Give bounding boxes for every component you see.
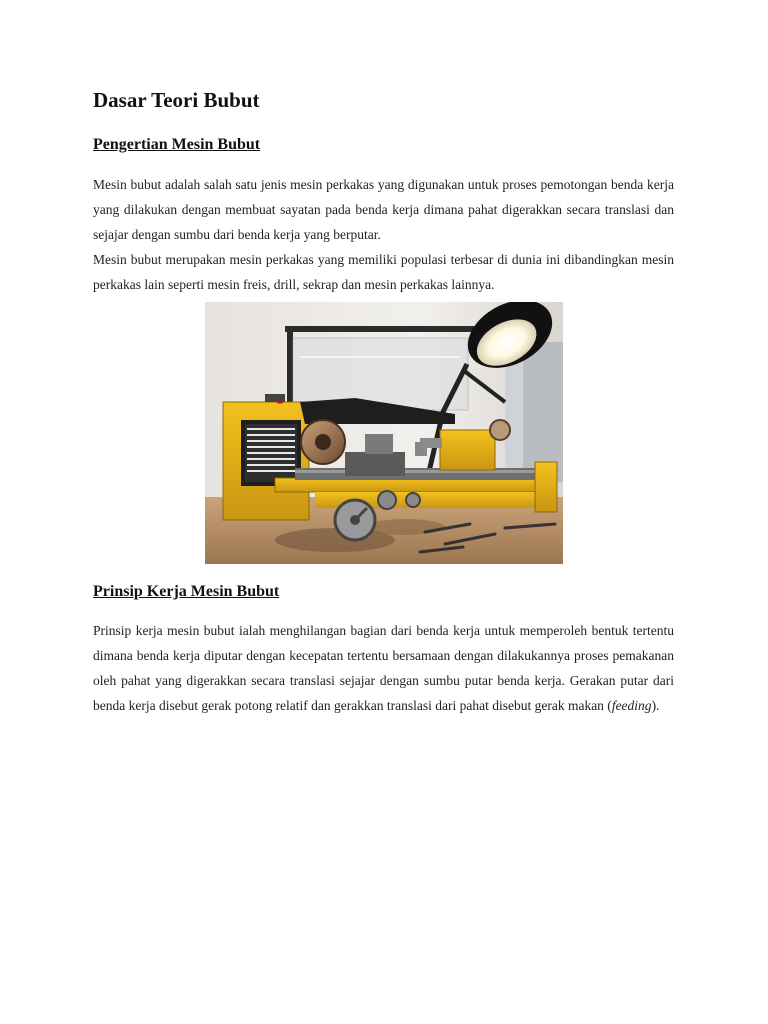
- section2-heading: Prinsip Kerja Mesin Bubut: [93, 583, 280, 600]
- section2-paragraph-text: Prinsip kerja mesin bubut ialah menghilangan bagian dari benda kerja untuk memperoleh bentuk tertentu dimana benda kerja diputar dengan kecepatan tertentu bersamaan dengan dilakukannya proses pemakanan oleh pahat yang digerakkan secara translasi sejajar dengan sumbu putar benda kerja. Gerakan putar dari benda kerja disebut gerak potong relatif dan gerakkan translasi dari pahat disebut gerak makan (: [93, 623, 674, 713]
- title-block: [93, 84, 674, 134]
- feeding-term: feeding: [611, 698, 652, 713]
- section2-paragraph: [93, 618, 674, 718]
- section1-heading: Pengertian Mesin Bubut: [93, 136, 261, 153]
- document-page: [93, 84, 674, 718]
- section1-heading-block: [93, 134, 674, 172]
- section1-paragraph-2: Mesin bubut merupakan mesin perkakas yang memiliki populasi terbesar di dunia ini dibandingkan mesin perkakas lain seperti mesin freis, drill, sekrap dan mesin perkakas lainnya.: [93, 252, 674, 292]
- document-title: Dasar Teori Bubut: [93, 88, 260, 112]
- lathe-photo: [205, 302, 563, 564]
- section1-paragraph-1: Mesin bubut adalah salah satu jenis mesin perkakas yang digunakan untuk proses pemotongan benda kerja yang dilakukan dengan membuat sayatan pada benda kerja dimana pahat digerakkan secara translasi dan sejajar dengan sumbu dari benda kerja yang berputar.: [93, 177, 674, 242]
- section2-heading-block: [93, 581, 674, 618]
- section2-paragraph-end: ).: [651, 698, 660, 713]
